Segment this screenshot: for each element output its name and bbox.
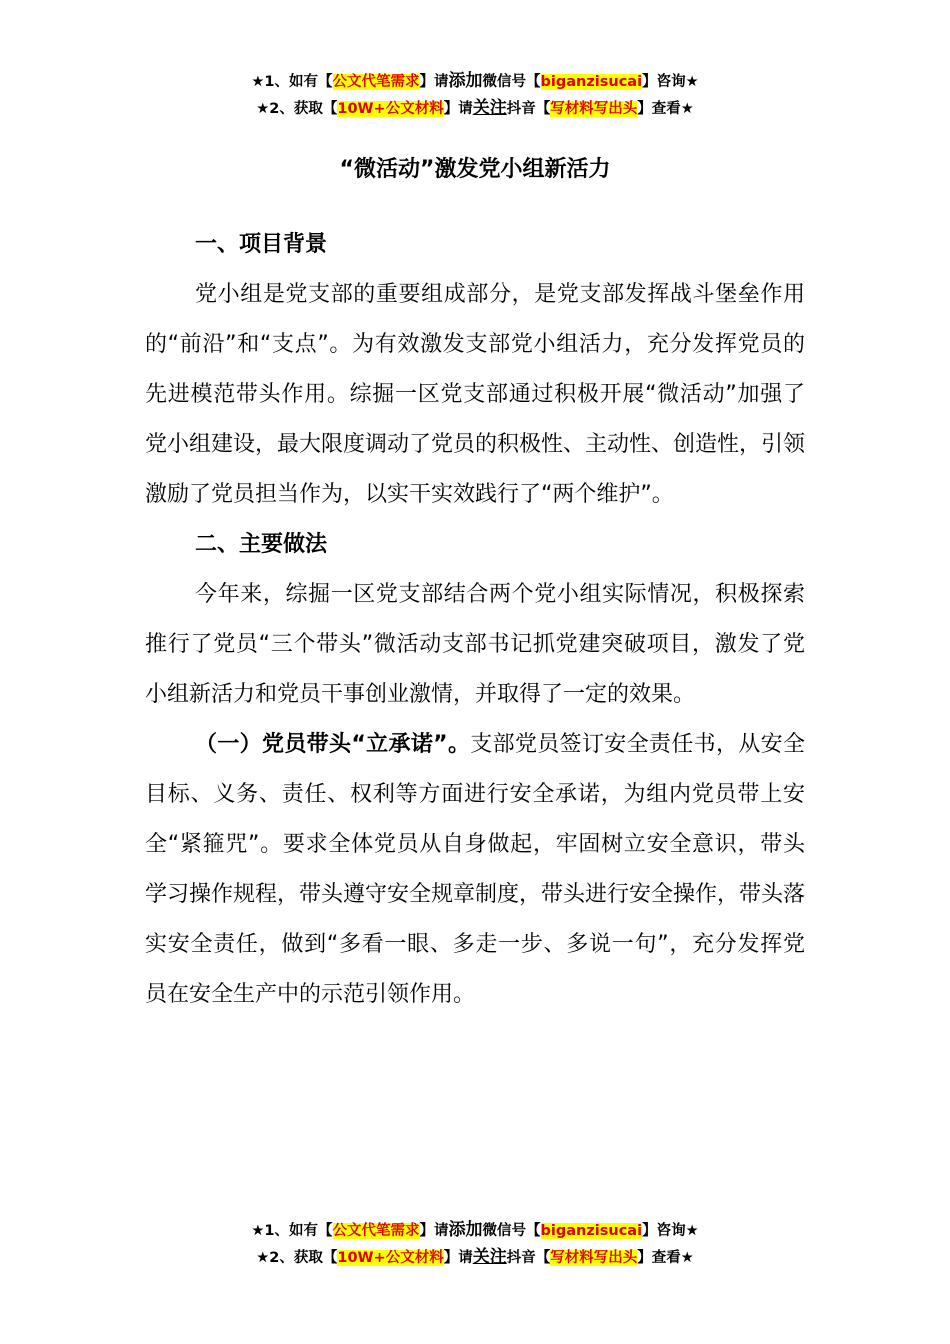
banner-line-2: ★2、获取【10W+公文材料】请关注抖音【写材料写出头】查看★ xyxy=(256,98,694,118)
paragraph-methods: 今年来，综掘一区党支部结合两个党小组实际情况，积极探索推行了党员“三个带头”微活动支部书记抓党建突破项目，激发了党小组新活力和党员干事创业激情，并取得了一定的效果。 xyxy=(145,582,805,707)
banner-line-1: ★1、如有【公文代笔需求】请添加微信号【biganzisucai】咨询★ xyxy=(251,71,699,91)
bottom-banner xyxy=(0,1217,950,1271)
subsection-text-1: 支部党员签订安全责任书，从安全目标、义务、责任、权利等方面进行安全承诺，为组内党员带上安全“紧箍咒”。要求全体党员从自身做起，牢固树立安全意识，带头学习操作规程，带头遵守安全规章制度，带头进行安全操作，带头落实安全责任，做到“多看一眼、多走一步、多说一句”，充分发挥党员在安全生产中的示范引领作用。 xyxy=(145,732,806,1007)
top-banner xyxy=(0,68,950,122)
highlight-service: 公文代笔需求 xyxy=(332,1223,420,1239)
paragraph-subsection-1 xyxy=(145,720,805,1020)
banner-line-2-bottom: ★2、获取【10W+公文材料】请关注抖音【写材料写出头】查看★ xyxy=(256,1247,694,1267)
banner-line-1-bottom: ★1、如有【公文代笔需求】请添加微信号【biganzisucai】咨询★ xyxy=(251,1220,699,1240)
highlight-douyin: 写材料写出头 xyxy=(550,1250,638,1266)
paragraph-background: 党小组是党支部的重要组成部分，是党支部发挥战斗堡垒作用的“前沿”和“支点”。为有效激发支部党小组活力，充分发挥党员的先进模范带头作用。综掘一区党支部通过积极开展“微活动”加强了党小组建设，最大限度调动了党员的积极性、主动性、创造性，引领激励了党员担当作为，以实干实效践行了“两个维护”。 xyxy=(145,282,806,507)
highlight-douyin: 写材料写出头 xyxy=(550,101,638,117)
highlight-materials: 10W+公文材料 xyxy=(337,1250,444,1266)
subsection-heading-1: （一）党员带头“立承诺”。 xyxy=(195,732,471,757)
document-title: “微活动”激发党小组新活力 xyxy=(339,157,611,182)
document-body xyxy=(145,220,805,1020)
section-heading-methods: 二、主要做法 xyxy=(195,532,328,557)
highlight-materials: 10W+公文材料 xyxy=(337,101,444,117)
highlight-wechat-id: biganzisucai xyxy=(540,1223,643,1239)
highlight-service: 公文代笔需求 xyxy=(332,74,420,90)
section-heading-background: 一、项目背景 xyxy=(195,232,328,257)
highlight-wechat-id: biganzisucai xyxy=(540,74,643,90)
